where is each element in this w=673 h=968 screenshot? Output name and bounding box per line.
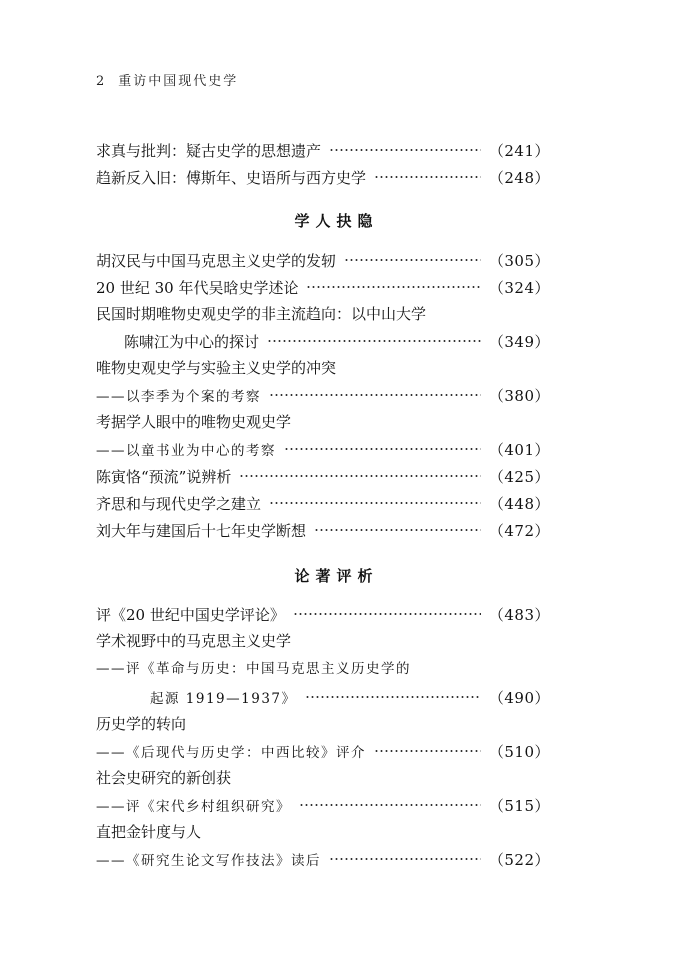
toc-entry[interactable] <box>96 382 550 408</box>
entry-title: 趋新反入旧：傅斯年、史语所与西方史学 <box>96 168 367 187</box>
toc-entry[interactable] <box>96 517 550 543</box>
entry-page: （448） <box>488 494 550 513</box>
dot-leader <box>314 529 481 531</box>
entry-title-line[interactable]: 历史学的转向 <box>96 715 187 733</box>
toc-entry[interactable] <box>96 247 550 273</box>
entry-page: （483） <box>488 605 550 624</box>
toc-entry[interactable] <box>96 164 550 190</box>
entry-subtitle: 起源 1919—1937》 <box>150 691 297 707</box>
toc-entry[interactable] <box>96 792 550 818</box>
dot-leader <box>344 259 481 261</box>
entry-title: 胡汉民与中国马克思主义史学的发轫 <box>96 251 337 270</box>
entry-page: （401） <box>488 440 550 459</box>
entry-title: 齐思和与现代史学之建立 <box>96 494 262 513</box>
entry-title: 评《20 世纪中国史学评论》 <box>96 605 285 624</box>
header-page-number: 2 <box>96 74 105 89</box>
dot-leader <box>374 750 481 752</box>
toc-entry[interactable] <box>96 274 550 300</box>
entry-title: 20 世纪 30 年代吴晗史学述论 <box>96 278 299 297</box>
entry-subtitle: ——以童书业为中心的考察 <box>96 443 276 459</box>
entry-title: 陈啸江为中心的探讨 <box>124 332 260 351</box>
entry-page: （305） <box>488 251 550 270</box>
entry-title: 刘大年与建国后十七年史学断想 <box>96 521 307 540</box>
toc-entry[interactable] <box>96 137 550 163</box>
entry-page: （425） <box>488 467 550 486</box>
toc-entry[interactable] <box>150 684 550 710</box>
entry-page: （472） <box>488 521 550 540</box>
dot-leader <box>329 149 481 151</box>
dot-leader <box>267 340 481 342</box>
dot-leader <box>299 804 481 806</box>
toc-entry[interactable] <box>96 846 550 872</box>
dot-leader <box>305 696 481 698</box>
dot-leader <box>374 176 481 178</box>
entry-page: （380） <box>488 386 550 405</box>
entry-title-line[interactable]: 考据学人眼中的唯物史观史学 <box>96 413 292 431</box>
section-heading: 学人抉隐 <box>294 212 379 230</box>
running-header <box>96 70 238 89</box>
entry-page: （490） <box>488 688 550 707</box>
entry-page: （324） <box>488 278 550 297</box>
toc-entry[interactable] <box>124 328 550 354</box>
dot-leader <box>269 502 481 504</box>
entry-subtitle: ——《后现代与历史学：中西比较》评介 <box>96 745 366 761</box>
entry-subtitle-line[interactable]: ——评《革命与历史：中国马克思主义历史学的 <box>96 661 411 677</box>
entry-title-line[interactable]: 唯物史观史学与实验主义史学的冲突 <box>96 359 337 377</box>
entry-title-line[interactable]: 社会史研究的新创获 <box>96 769 232 787</box>
entry-page: （515） <box>488 796 550 815</box>
toc-entry[interactable] <box>96 601 550 627</box>
entry-title: 陈寅恪“预流”说辨析 <box>96 467 232 486</box>
toc-entry[interactable] <box>96 463 550 489</box>
entry-title-line[interactable]: 直把金针度与人 <box>96 823 202 841</box>
entry-title-line[interactable]: 民国时期唯物史观史学的非主流趋向：以中山大学 <box>96 305 427 323</box>
toc-entry[interactable] <box>96 490 550 516</box>
dot-leader <box>306 286 480 288</box>
entry-title: 求真与批判：疑古史学的思想遗产 <box>96 141 322 160</box>
dot-leader <box>329 858 481 860</box>
entry-page: （241） <box>488 141 550 160</box>
dot-leader <box>239 475 481 477</box>
entry-page: （522） <box>488 850 550 869</box>
toc-entry[interactable] <box>96 738 550 764</box>
entry-subtitle: ——以李季为个案的考察 <box>96 389 261 405</box>
entry-page: （510） <box>488 742 550 761</box>
dot-leader <box>293 613 481 615</box>
entry-subtitle: ——《研究生论文写作技法》读后 <box>96 853 321 869</box>
header-book-title: 重访中国现代史学 <box>118 74 239 89</box>
toc-entry[interactable] <box>96 436 550 462</box>
entry-subtitle: ——评《宋代乡村组织研究》 <box>96 799 291 815</box>
entry-page: （349） <box>488 332 550 351</box>
dot-leader <box>284 448 481 450</box>
dot-leader <box>269 394 481 396</box>
entry-title-line[interactable]: 学术视野中的马克思主义史学 <box>96 632 292 650</box>
section-heading: 论著评析 <box>294 567 379 585</box>
entry-page: （248） <box>488 168 550 187</box>
